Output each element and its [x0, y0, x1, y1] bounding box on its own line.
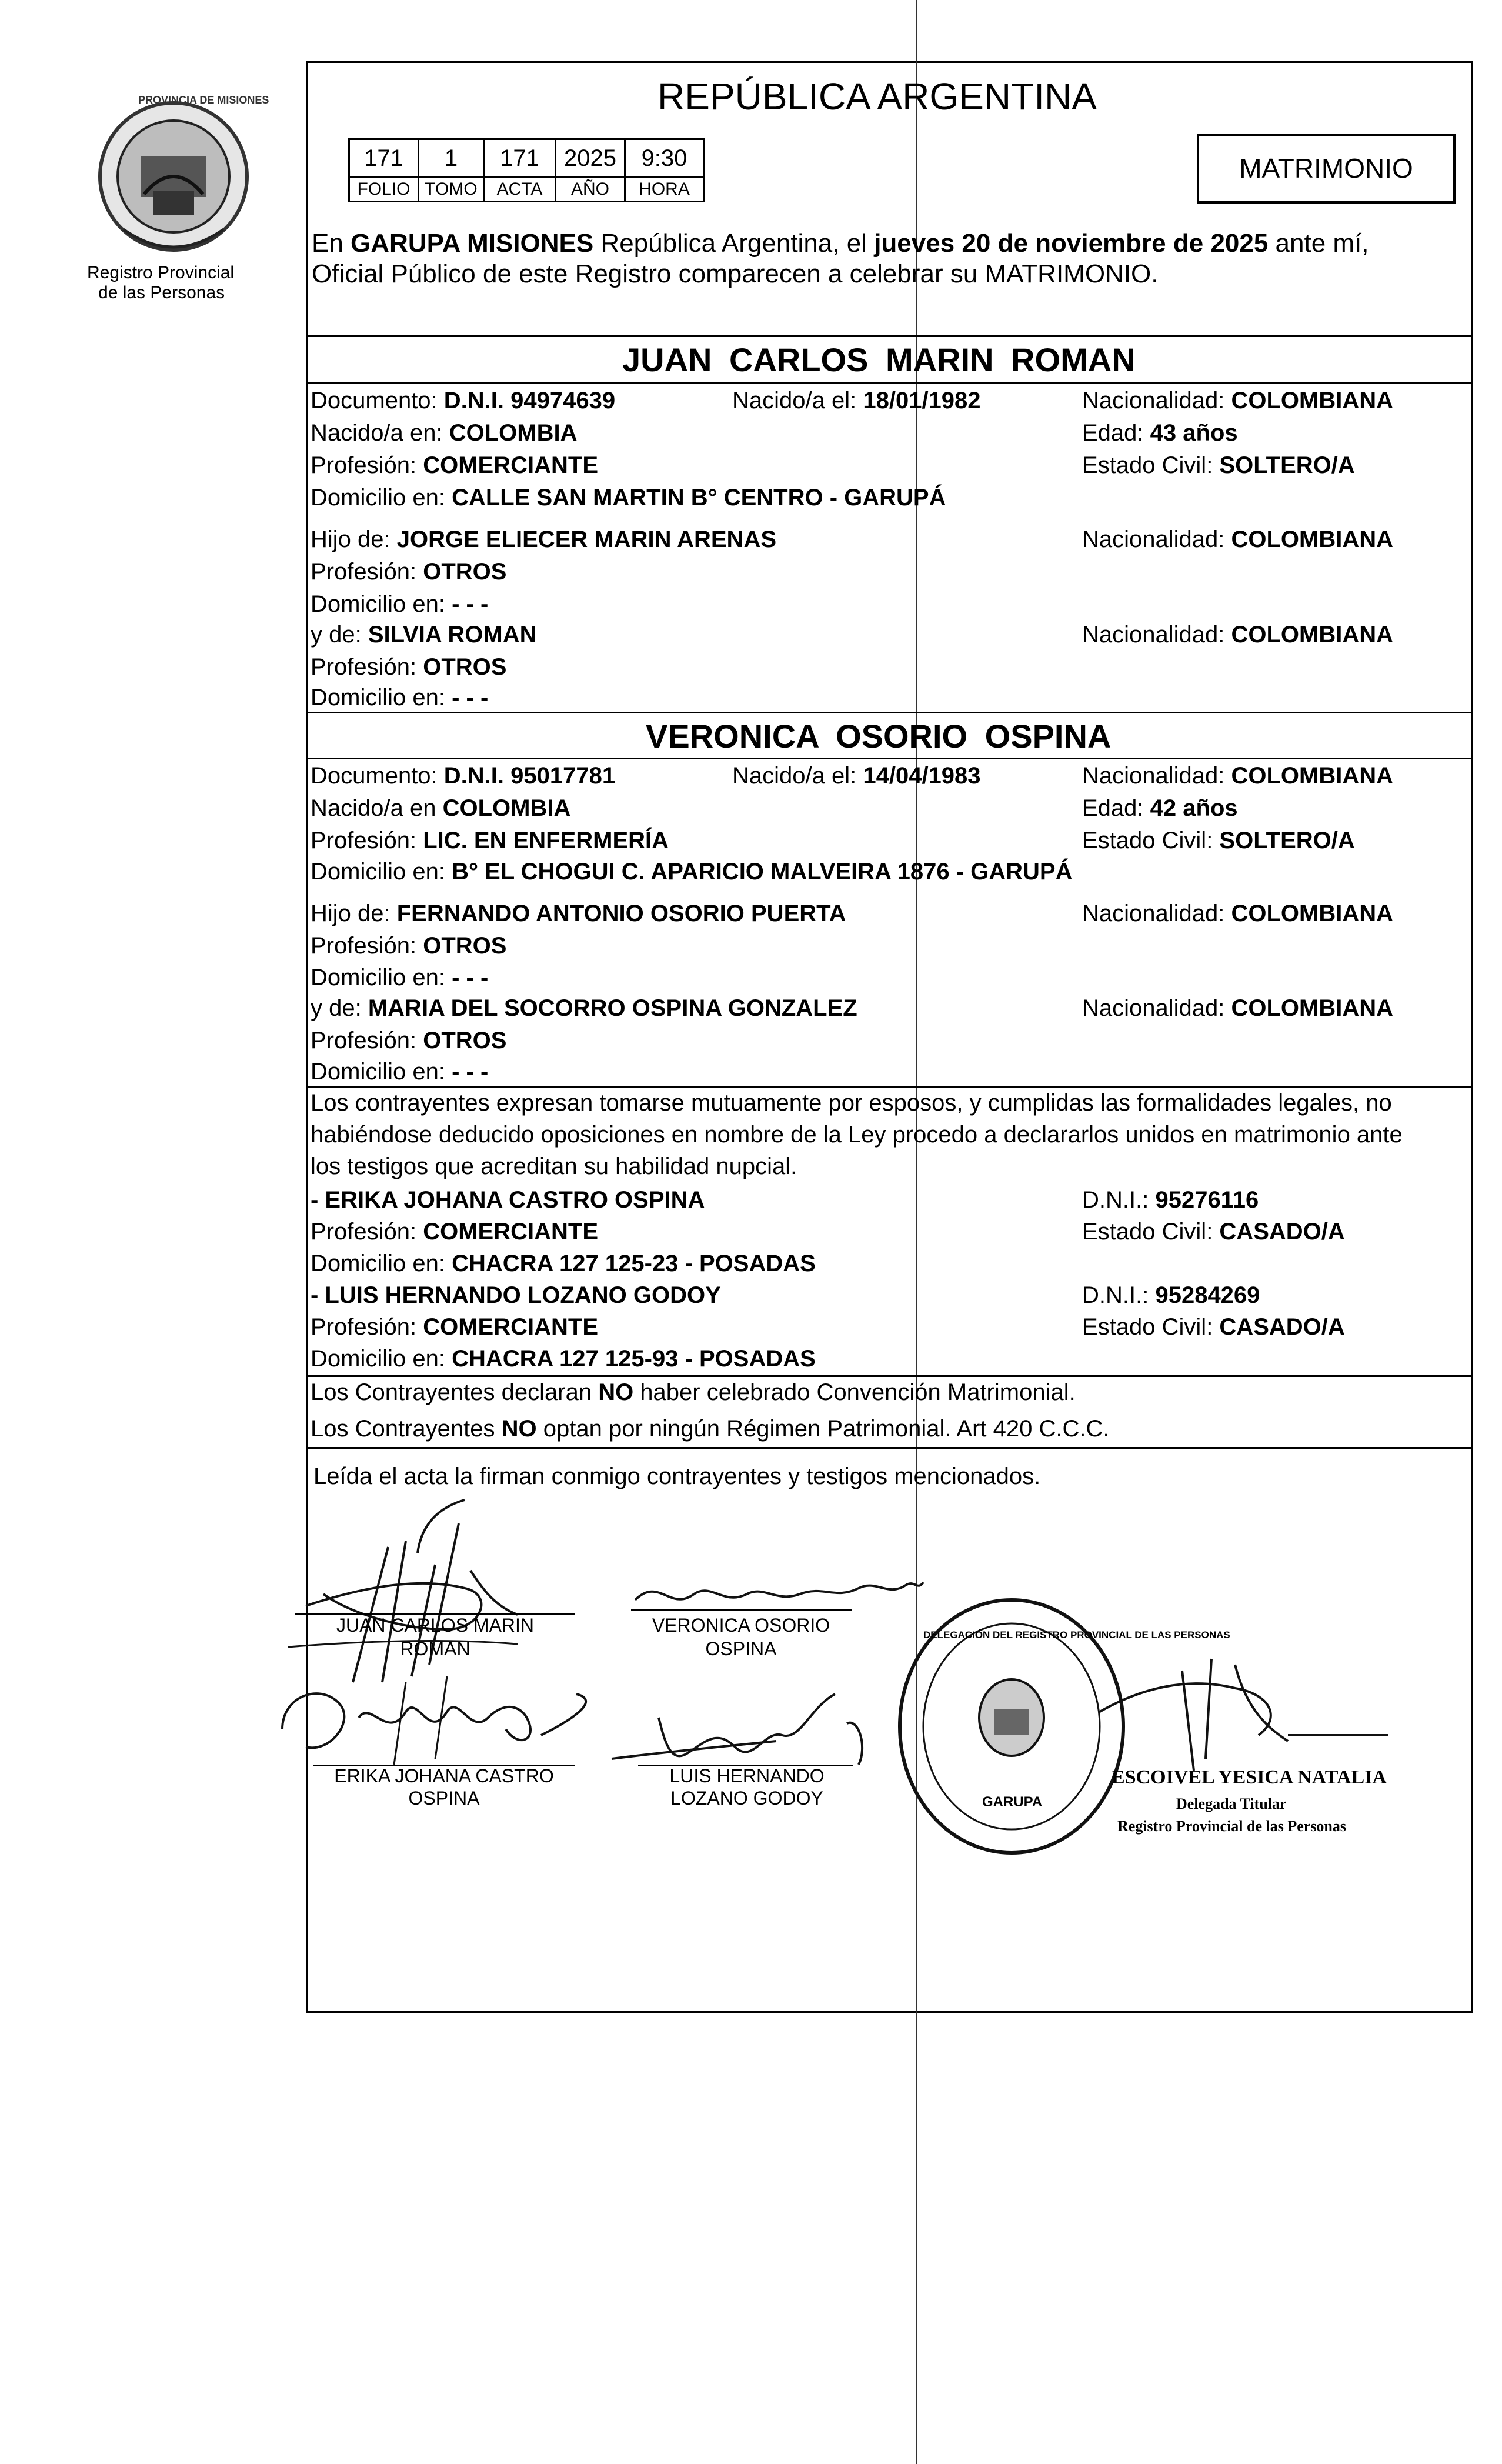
witness-2-address: Domicilio en: CHACRA 127 125-93 - POSADAS — [311, 1346, 816, 1372]
spouse-2-profession: Profesión: LIC. EN ENFERMERÍA — [311, 828, 669, 853]
witness-1-civil-status: Estado Civil: CASADO/A — [1082, 1219, 1345, 1245]
acta-value: 171 — [484, 139, 556, 178]
spouse-1-document: Documento: D.N.I. 94974639 — [311, 388, 616, 414]
convention-line-2: Los Contrayentes NO optan por ningún Régimen Patrimonial. Art 420 C.C.C. — [311, 1416, 1110, 1442]
doc-type: MATRIMONIO — [1239, 153, 1413, 184]
declaration-line-2: habiéndose deducido oposiciones en nombre de la Ley procedo a declararlos unidos en matrimonio ante — [311, 1122, 1403, 1148]
anio-value: 2025 — [556, 139, 625, 178]
spouse-1-father-address: Domicilio en: - - - — [311, 591, 489, 617]
declaration-line-1: Los contrayentes expresan tomarse mutuamente por esposos, y cumplidas las formalidades legales, no — [311, 1090, 1392, 1116]
spouse-1-birthdate: Nacido/a el: 18/01/1982 — [732, 388, 981, 414]
spouse-1-mother-nationality: Nacionalidad: COLOMBIANA — [1082, 622, 1394, 648]
spouse-1-birthplace: Nacido/a en: COLOMBIA — [311, 420, 578, 446]
official-name: ESCOIVEL YESICA NATALIA — [1112, 1766, 1387, 1788]
spouse-1-father-nationality: Nacionalidad: COLOMBIANA — [1082, 526, 1394, 552]
logo-seal-text: PROVINCIA DE MISIONES — [138, 94, 269, 106]
convention-line-1: Los Contrayentes declaran NO haber celebrado Convención Matrimonial. — [311, 1379, 1076, 1405]
declaration-line-3: los testigos que acreditan su habilidad nupcial. — [311, 1153, 797, 1179]
spouse-2-father-nationality: Nacionalidad: COLOMBIANA — [1082, 901, 1394, 926]
record-table — [348, 138, 705, 202]
signature-2-name-line-1: VERONICA OSORIO — [652, 1615, 830, 1636]
spouse-2-birthdate: Nacido/a el: 14/04/1983 — [732, 763, 981, 789]
official-title: Delegada Titular — [1176, 1795, 1287, 1812]
spouse-2-age: Edad: 42 años — [1082, 795, 1238, 821]
spouse-2-mother-profession: Profesión: OTROS — [311, 1028, 507, 1053]
tomo-label: TOMO — [419, 178, 484, 202]
logo-caption-1: Registro Provincial — [87, 263, 235, 282]
spouse-2-father-address: Domicilio en: - - - — [311, 965, 489, 991]
stamp-text: DELEGACIÓN DEL REGISTRO PROVINCIAL DE LAS PERSONAS — [923, 1629, 1230, 1641]
witness-2-profession: Profesión: COMERCIANTE — [311, 1314, 598, 1340]
spouse-1-mother-profession: Profesión: OTROS — [311, 654, 507, 680]
doc-type-box — [1197, 134, 1456, 204]
signature-3-name-line-2: OSPINA — [408, 1788, 480, 1809]
signature-2-name-line-2: OSPINA — [705, 1638, 777, 1659]
signatures-intro: Leída el acta la firman conmigo contrayentes y testigos mencionados. — [313, 1463, 1041, 1489]
spouse-1-nationality: Nacionalidad: COLOMBIANA — [1082, 388, 1394, 414]
hora-value: 9:30 — [625, 139, 704, 178]
logo-caption-2: de las Personas — [98, 283, 225, 302]
signature-3-name-line-1: ERIKA JOHANA CASTRO — [334, 1765, 554, 1786]
spouse-2-document: Documento: D.N.I. 95017781 — [311, 763, 616, 789]
signature-4-name-line-1: LUIS HERNANDO — [669, 1765, 825, 1786]
spouse-2-father-profession: Profesión: OTROS — [311, 933, 507, 959]
witness-1-profession: Profesión: COMERCIANTE — [311, 1219, 598, 1245]
anio-label: AÑO — [556, 178, 625, 202]
acta-label: ACTA — [484, 178, 556, 202]
spouse-1-address: Domicilio en: CALLE SAN MARTIN B° CENTRO - GARUPÁ — [311, 485, 946, 511]
signature-1-name-line-1: JUAN CARLOS MARIN — [336, 1615, 535, 1636]
witness-1-dni: D.N.I.: 95276116 — [1082, 1187, 1259, 1213]
spouse-1-civil-status: Estado Civil: SOLTERO/A — [1082, 452, 1355, 478]
spouse-2-address: Domicilio en: B° EL CHOGUI C. APARICIO MALVEIRA 1876 - GARUPÁ — [311, 859, 1073, 885]
divider — [306, 1375, 1473, 1377]
spouse-2-civil-status: Estado Civil: SOLTERO/A — [1082, 828, 1355, 853]
spouse-1-profession: Profesión: COMERCIANTE — [311, 452, 598, 478]
divider — [306, 712, 1473, 713]
spouse-2-name: VERONICA OSORIO OSPINA — [646, 718, 1112, 755]
witness-2-name: - LUIS HERNANDO LOZANO GODOY — [311, 1282, 721, 1308]
spouse-2-father: Hijo de: FERNANDO ANTONIO OSORIO PUERTA — [311, 901, 846, 926]
divider — [306, 335, 1473, 337]
spouse-2-mother: y de: MARIA DEL SOCORRO OSPINA GONZALEZ — [311, 995, 857, 1021]
spouse-2-nationality: Nacionalidad: COLOMBIANA — [1082, 763, 1394, 789]
spouse-1-mother-address: Domicilio en: - - - — [311, 685, 489, 711]
tomo-value: 1 — [419, 139, 484, 178]
witness-2-civil-status: Estado Civil: CASADO/A — [1082, 1314, 1345, 1340]
divider — [306, 382, 1473, 384]
registry-logo — [88, 88, 269, 265]
witness-1-name: - ERIKA JOHANA CASTRO OSPINA — [311, 1187, 705, 1213]
spouse-1-father-profession: Profesión: OTROS — [311, 559, 507, 585]
spouse-2-birthplace: Nacido/a en COLOMBIA — [311, 795, 571, 821]
signature-4-name-line-2: LOZANO GODOY — [670, 1788, 823, 1809]
divider — [306, 1086, 1473, 1088]
witness-1-address: Domicilio en: CHACRA 127 125-23 - POSADAS — [311, 1251, 816, 1276]
stamp-bottom-text: GARUPA — [982, 1794, 1043, 1810]
official-registry: Registro Provincial de las Personas — [1117, 1818, 1347, 1835]
spouse-1-name: JUAN CARLOS MARIN ROMAN — [622, 341, 1136, 378]
intro-line-2: Oficial Público de este Registro comparecen a celebrar su MATRIMONIO. — [312, 259, 1159, 288]
witness-2-dni: D.N.I.: 95284269 — [1082, 1282, 1260, 1308]
official-signature-scribble — [1094, 1641, 1400, 1782]
spouse-1-age: Edad: 43 años — [1082, 420, 1238, 446]
page-title: REPÚBLICA ARGENTINA — [657, 75, 1097, 118]
intro-line-1: En GARUPA MISIONES República Argentina, el jueves 20 de noviembre de 2025 ante mí, — [312, 229, 1369, 258]
folio-label: FOLIO — [349, 178, 419, 202]
folio-value: 171 — [349, 139, 419, 178]
signature-line-2 — [631, 1609, 852, 1611]
signature-1-name-line-2: ROMAN — [400, 1638, 470, 1659]
seal-emblem-icon — [88, 88, 259, 265]
divider — [306, 758, 1473, 759]
hora-label: HORA — [625, 178, 704, 202]
spouse-1-father: Hijo de: JORGE ELIECER MARIN ARENAS — [311, 526, 777, 552]
spouse-2-mother-nationality: Nacionalidad: COLOMBIANA — [1082, 995, 1394, 1021]
spouse-2-mother-address: Domicilio en: - - - — [311, 1059, 489, 1085]
spouse-1-mother: y de: SILVIA ROMAN — [311, 622, 537, 648]
signature-scribble-3 — [271, 1659, 606, 1776]
divider — [306, 1447, 1473, 1449]
